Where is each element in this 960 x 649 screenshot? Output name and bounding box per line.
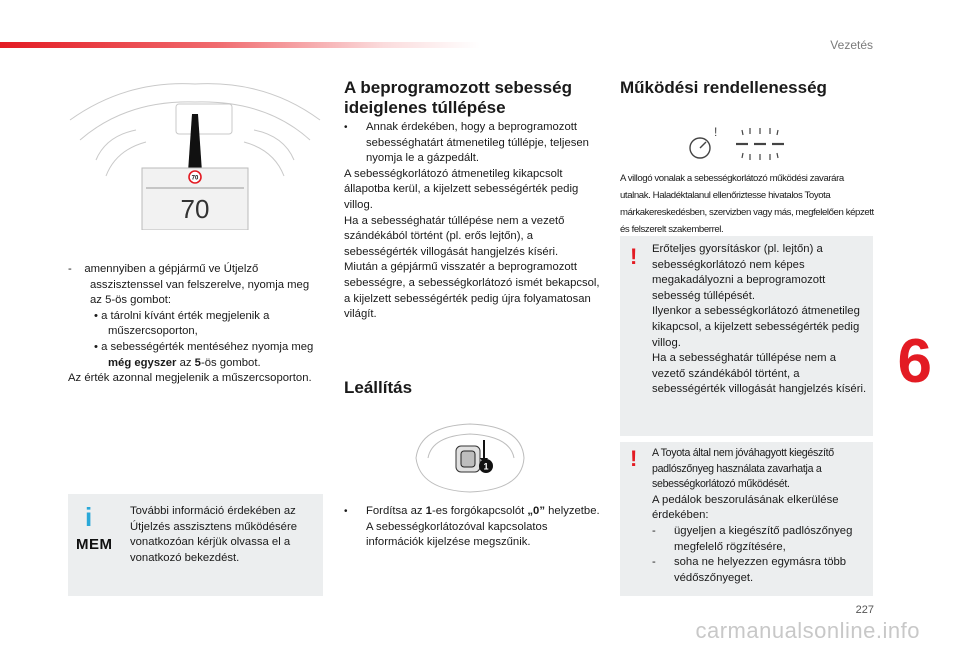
mem-icon: MEM: [76, 536, 113, 553]
speed-sign-value: 70: [191, 175, 199, 182]
warning-icon: !: [630, 244, 638, 269]
mem-button-instruction: - amennyiben a gépjármű ve Útjelző asszisztenssel van felszerelve, nyomja meg az 5-ös gombot:: [68, 263, 310, 307]
info-icon: i: [85, 502, 93, 532]
section-title: Vezetés: [830, 38, 873, 52]
col2-bullet: • Annak érdekében, hogy a beprogramozott sebességhatárt átmenetileg túllépje, teljesen nyomja le a gázpedált.: [344, 121, 589, 165]
speed-display-value: 70: [180, 194, 210, 224]
heading-malfunction: Működési rendellenesség: [620, 78, 827, 97]
info-box: [68, 494, 323, 596]
col1-text: [68, 262, 320, 387]
speedometer-warning-icon: [690, 125, 717, 158]
flashing-dashes-icon: [736, 128, 784, 160]
header-color-bar: [0, 42, 480, 48]
col2-para-1: A sebességkorlátozó átmenetileg kikapcsolt állapotba kerül, a kijelzett sebességérték pedig villog.: [344, 167, 579, 211]
col1-bullet-1: • a tárolni kívánt érték megjelenik a műszercsoporton,: [94, 309, 270, 338]
malfunction-caption: A villogó vonalak a sebességkorlátozó működési zavarára utalnak. Haladéktalanul ellenőriztesse hivatalos Toyota márkakereskedésben, szervizben vagy más, megfelelően képzett és felszerelt szakemberrel.: [620, 173, 874, 235]
callout-label: 1: [483, 461, 489, 472]
warning-box-floor-mat: [620, 442, 873, 596]
watermark: carmanualsonline.info: [695, 618, 920, 643]
warning-text-2: A Toyota által nem jóváhagyott kiegészítő padlószőnyeg használata zavarhatja a sebességkorlátozó működését. A pedálok beszorulásának elkerülése érdekében: - ügyeljen a kiegészítő padlószőnyeg megfelelő rögzítésére, - soha ne helyezzen egymásra több védőszőnyeget.: [652, 447, 853, 584]
chapter-number: 6: [897, 327, 932, 396]
warning-text-1: Erőteljes gyorsításkor (pl. lejtőn) a sebességkorlátozó nem képes megakadályozni a beprogramozott sebesség túllépését. Ilyenkor a sebességkorlátozó átmenetileg kikapcsol, a kijelzett sebességérték pedig villog. Ha a sebességhatár túllépése nem a vezető szándékából történt, a sebességérték villogását hangjelzés kíséri.: [652, 243, 867, 396]
col2-stop-text: [344, 504, 604, 551]
page-number: 227: [855, 604, 874, 616]
warning-icon: !: [630, 446, 638, 471]
col2-para-3: Miután a gépjármű visszatér a beprogramozott sebességre, a sebességkorlátozó ismét bekapcsol, a kijelzett sebességérték pedig újra folyamatosan világít.: [344, 261, 600, 321]
heading-stop: Leállítás: [344, 378, 413, 397]
col2-para-2: Ha a sebességhatár túllépése nem a vezető szándékából történt (pl. erős lejtőn), a sebességérték villogását hangjelzés kíséri.: [344, 214, 565, 258]
warning-box-acceleration: [620, 236, 873, 436]
col1-outro: Az érték azonnal megjelenik a műszercsoporton.: [68, 372, 312, 385]
stop-instruction: • Fordítsa az 1-es forgókapcsolót „0” helyzetbe. A sebességkorlátozóval kapcsolatos információk kijelzése megszűnik.: [344, 505, 600, 549]
heading-temporary-overspeed: A beprogramozott sebesség ideiglenes túllépése: [344, 78, 572, 117]
col1-bullet-2: • a sebességérték mentéséhez nyomja meg még egyszer az 5-ös gombot.: [94, 340, 314, 369]
steering-switch-figure: [410, 418, 530, 498]
malfunction-indicator-figure: [684, 124, 794, 164]
info-text: További információ érdekében az Útjelzés asszisztens működésére vonatkozóan kérjük olvassa el a vonatkozó bekezdést.: [130, 505, 298, 564]
svg-text:!: !: [714, 125, 718, 139]
instrument-cluster-figure: [66, 80, 324, 230]
col2-text: [344, 120, 604, 323]
